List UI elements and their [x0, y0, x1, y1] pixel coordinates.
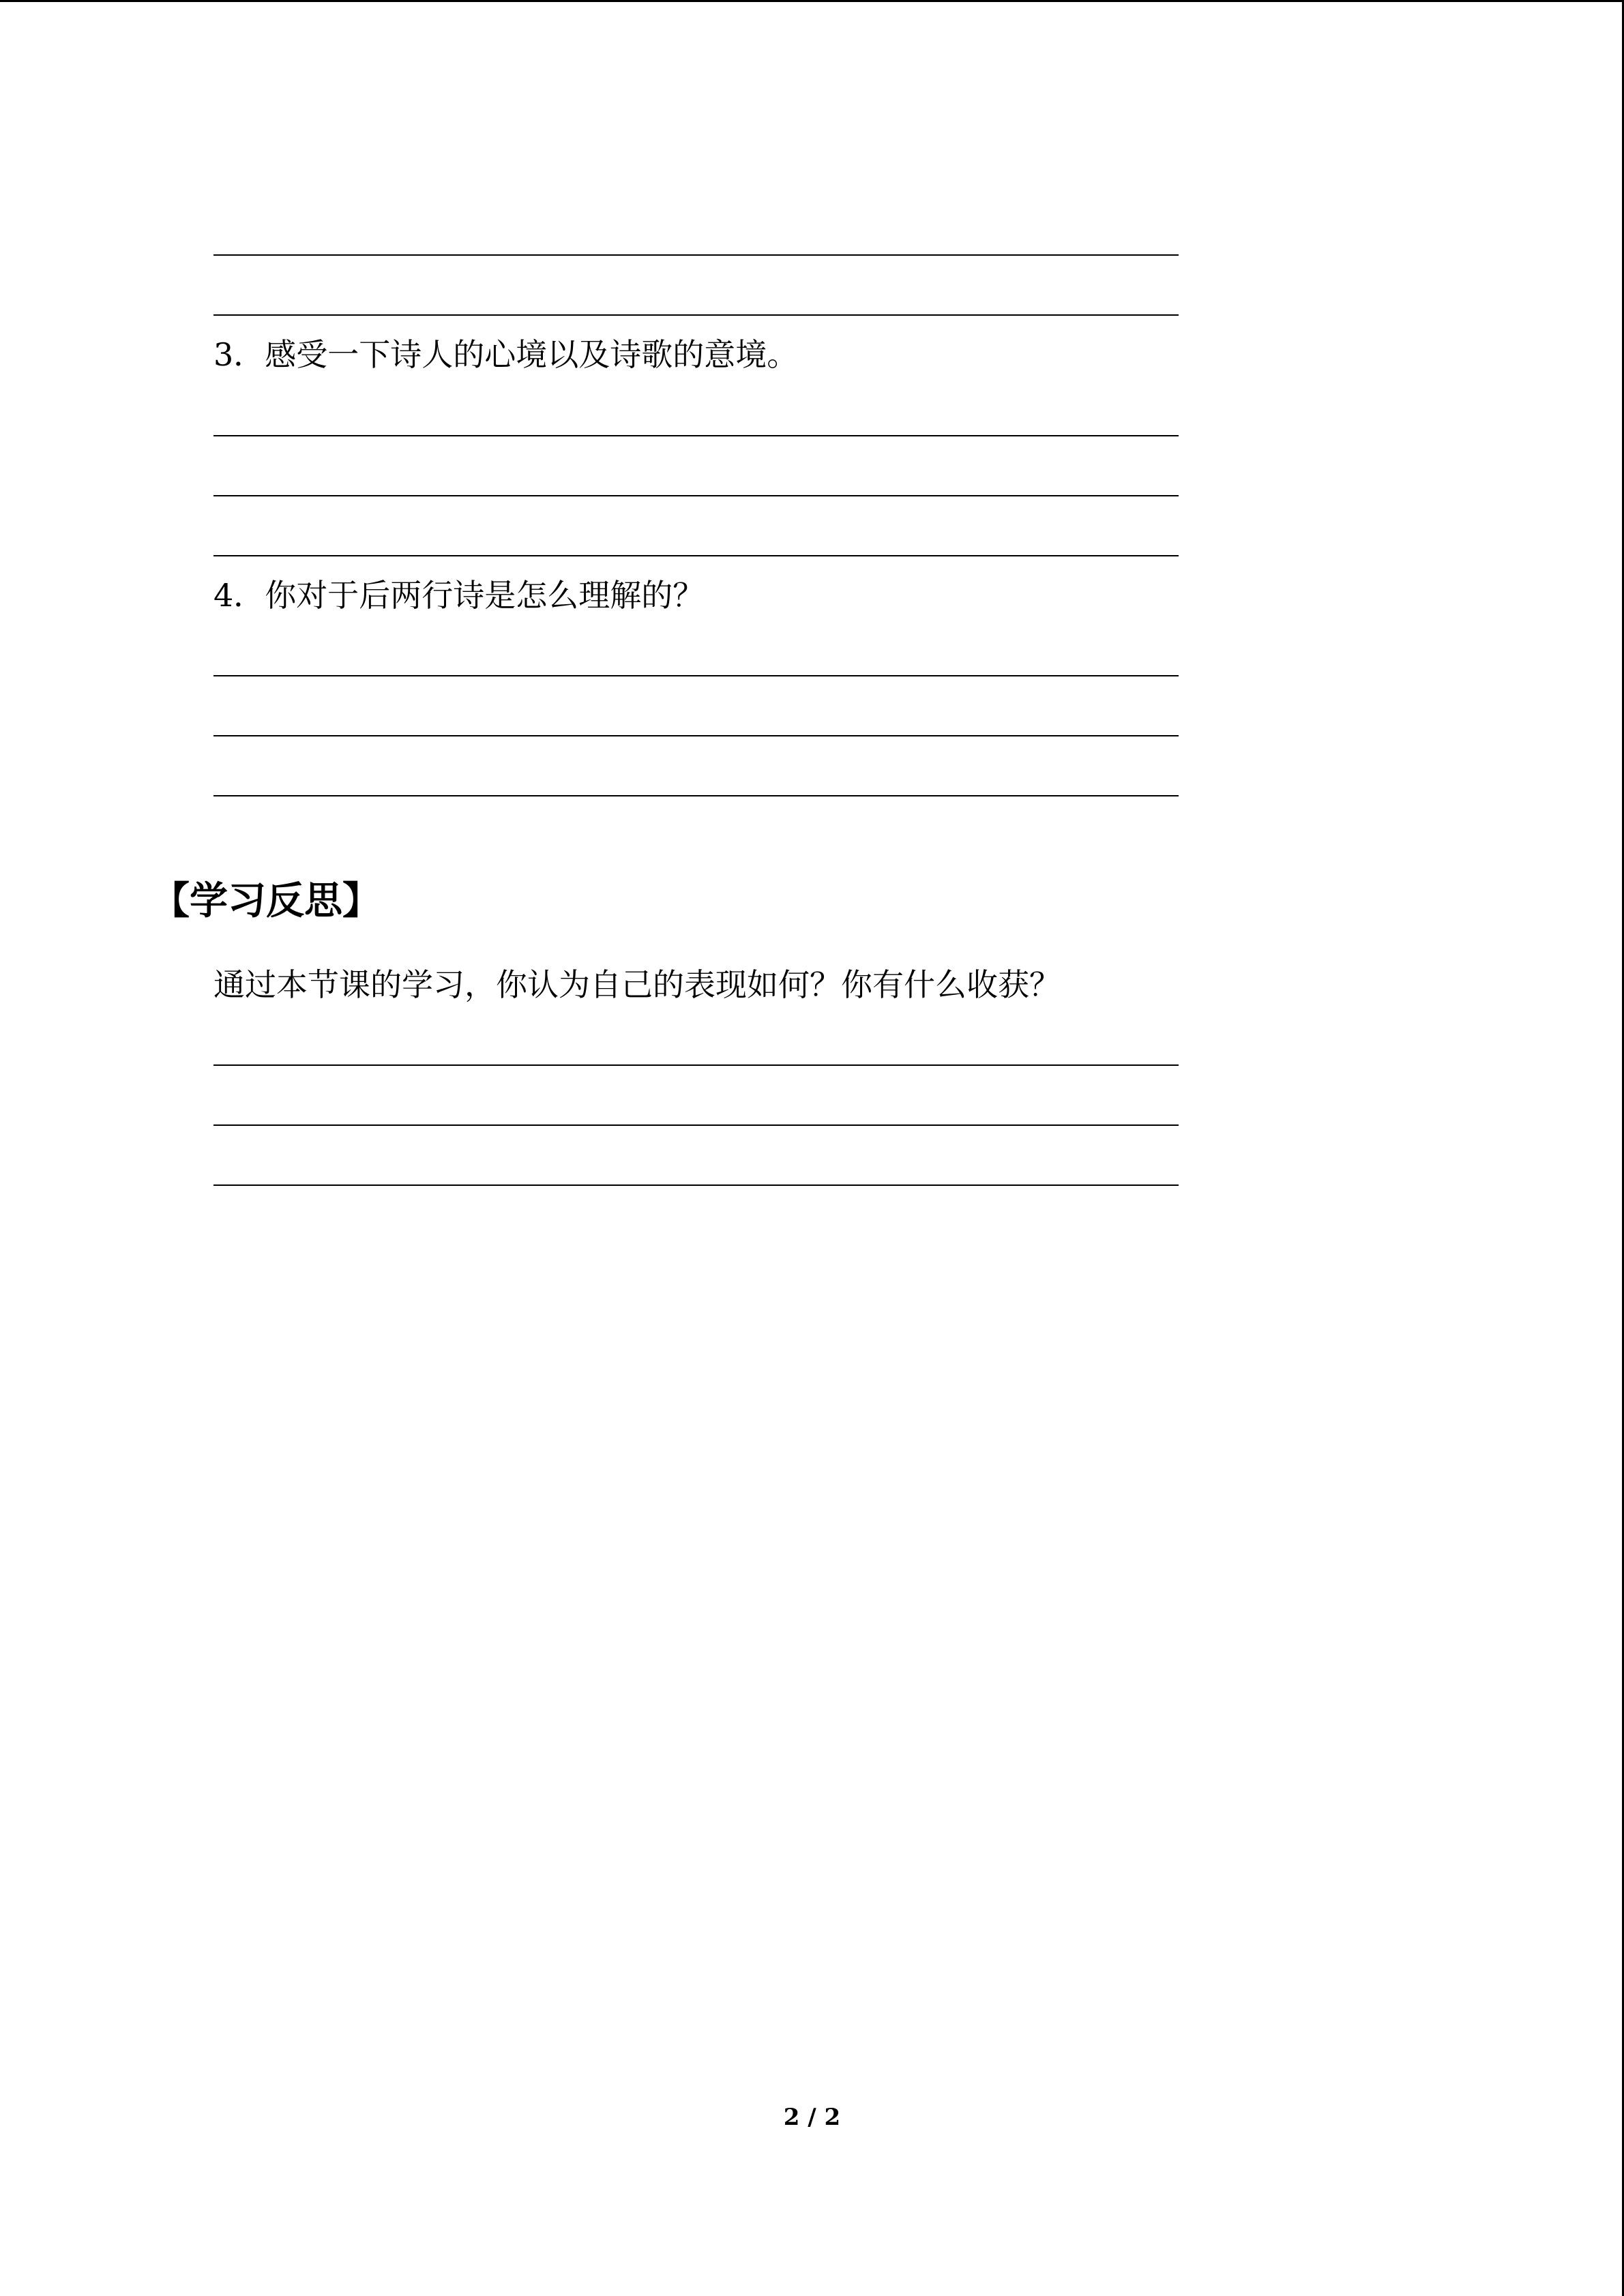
answer-line: [213, 675, 1179, 676]
question-4: 4．你对于后两行诗是怎么理解的？: [213, 577, 705, 614]
answer-line: [213, 314, 1179, 316]
answer-line: [213, 1064, 1179, 1066]
section-heading-reflection: 【学习反思】: [151, 878, 381, 923]
answer-line: [213, 495, 1179, 496]
answer-line: [213, 795, 1179, 796]
answer-line: [213, 735, 1179, 736]
answer-line: [213, 555, 1179, 556]
question-3: 3．感受一下诗人的心境以及诗歌的意境。: [213, 336, 799, 373]
answer-line: [213, 1124, 1179, 1126]
answer-line: [213, 1184, 1179, 1186]
answer-line: [213, 435, 1179, 436]
answer-line: [213, 254, 1179, 256]
reflection-prompt: 通过本节课的学习，你认为自己的表现如何？你有什么收获？: [213, 966, 1061, 1003]
page-number: 2 / 2: [783, 2104, 841, 2131]
